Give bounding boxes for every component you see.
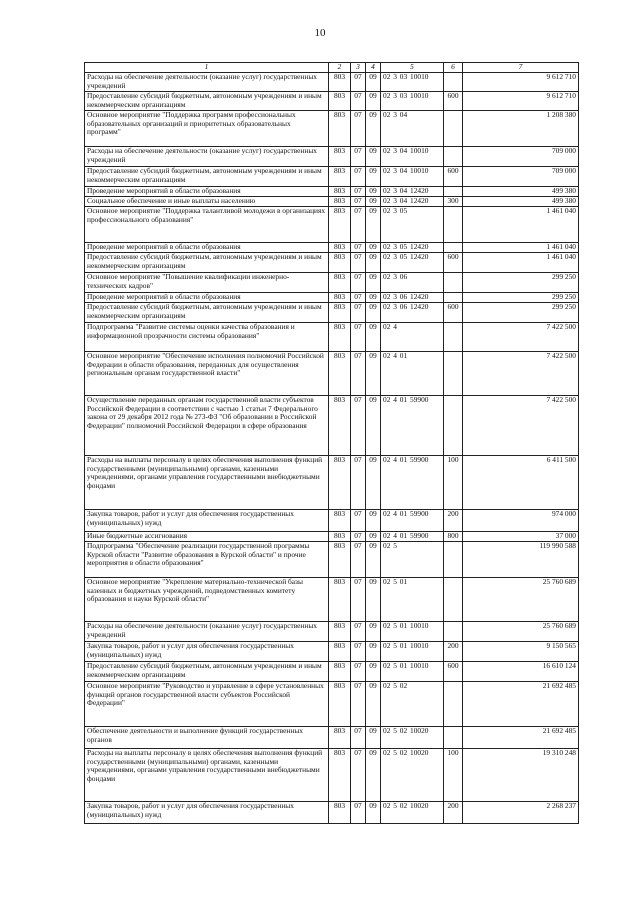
column-header: 7 xyxy=(463,63,579,73)
expense-type-code xyxy=(444,243,463,253)
column-3-code: 07 xyxy=(351,802,366,824)
column-2-code: 803 xyxy=(329,293,351,303)
row-name: Предоставление субсидий бюджетным, автономным учреждениям и иным некоммерческим организациям xyxy=(85,253,329,273)
row-name: Основное мероприятие "Укрепление материально-технической базы казенных и бюджетных учреждений, подведомственных комитету образования и науки Курской области" xyxy=(85,578,329,622)
amount: 9 150 565 xyxy=(463,642,579,662)
column-3-code: 07 xyxy=(351,749,366,802)
table-row xyxy=(85,727,579,749)
classification-code: 02 5 01 xyxy=(381,578,444,622)
page-number: 10 xyxy=(314,27,326,39)
row-name: Проведение мероприятий в области образования xyxy=(85,243,329,253)
classification-code: 02 5 01 10010 xyxy=(381,662,444,682)
column-header: 3 xyxy=(351,63,366,73)
table-row xyxy=(85,92,579,111)
column-2-code: 803 xyxy=(329,642,351,662)
amount: 974 000 xyxy=(463,510,579,532)
amount: 2 268 237 xyxy=(463,802,579,824)
expense-type-code xyxy=(444,273,463,293)
expense-type-code xyxy=(444,396,463,456)
classification-code: 02 4 01 59900 xyxy=(381,456,444,510)
column-3-code: 07 xyxy=(351,352,366,396)
column-2-code: 803 xyxy=(329,802,351,824)
column-4-code: 09 xyxy=(366,542,381,578)
column-3-code: 07 xyxy=(351,207,366,243)
row-name: Основное мероприятие "Поддержка талантливой молодежи в организациях профессионального образования" xyxy=(85,207,329,243)
amount: 299 250 xyxy=(463,293,579,303)
column-3-code: 07 xyxy=(351,293,366,303)
row-name: Подпрограмма "Развитие системы оценки качества образования и информационной прозрачности системы образования" xyxy=(85,323,329,352)
column-header: 6 xyxy=(444,63,463,73)
column-4-code: 09 xyxy=(366,802,381,824)
table-row xyxy=(85,111,579,147)
table-row xyxy=(85,187,579,197)
column-4-code: 09 xyxy=(366,197,381,207)
amount: 1 461 040 xyxy=(463,207,579,243)
table-row xyxy=(85,207,579,243)
classification-code: 02 4 xyxy=(381,323,444,352)
row-name: Расходы на обеспечение деятельности (оказание услуг) государственных учреждений xyxy=(85,622,329,642)
row-name: Предоставление субсидий бюджетным, автономным учреждениям и иным некоммерческим организациям xyxy=(85,303,329,323)
row-name: Закупка товаров, работ и услуг для обеспечения государственных (муниципальных) нужд xyxy=(85,642,329,662)
column-3-code: 07 xyxy=(351,167,366,187)
expense-type-code: 100 xyxy=(444,749,463,802)
table-row xyxy=(85,293,579,303)
row-name: Основное мероприятие "Поддержка программ профессиональных образовательных организаций и приоритетных образовательных программ" xyxy=(85,111,329,147)
classification-code: 02 3 04 12420 xyxy=(381,197,444,207)
amount: 7 422 500 xyxy=(463,323,579,352)
amount: 25 760 689 xyxy=(463,622,579,642)
row-name: Социальное обеспечение и иные выплаты населению xyxy=(85,197,329,207)
table-row xyxy=(85,532,579,542)
amount: 9 612 710 xyxy=(463,92,579,111)
classification-code: 02 5 01 10010 xyxy=(381,642,444,662)
amount: 25 760 689 xyxy=(463,578,579,622)
table-row xyxy=(85,802,579,824)
amount: 37 000 xyxy=(463,532,579,542)
amount: 21 692 485 xyxy=(463,682,579,727)
expense-type-code: 800 xyxy=(444,532,463,542)
column-3-code: 07 xyxy=(351,642,366,662)
column-2-code: 803 xyxy=(329,532,351,542)
classification-code: 02 5 xyxy=(381,542,444,578)
classification-code: 02 4 01 59900 xyxy=(381,532,444,542)
expense-type-code xyxy=(444,111,463,147)
column-4-code: 09 xyxy=(366,396,381,456)
expense-type-code: 100 xyxy=(444,456,463,510)
column-3-code: 07 xyxy=(351,682,366,727)
column-3-code: 07 xyxy=(351,92,366,111)
column-4-code: 09 xyxy=(366,207,381,243)
column-2-code: 803 xyxy=(329,542,351,578)
column-4-code: 09 xyxy=(366,147,381,167)
amount: 16 610 124 xyxy=(463,662,579,682)
expense-type-code xyxy=(444,187,463,197)
column-4-code: 09 xyxy=(366,578,381,622)
expense-type-code: 600 xyxy=(444,253,463,273)
column-3-code: 07 xyxy=(351,456,366,510)
classification-code: 02 3 05 12420 xyxy=(381,243,444,253)
column-3-code: 07 xyxy=(351,73,366,92)
expense-type-code: 200 xyxy=(444,642,463,662)
column-2-code: 803 xyxy=(329,207,351,243)
row-name: Проведение мероприятий в области образования xyxy=(85,187,329,197)
column-4-code: 09 xyxy=(366,352,381,396)
row-name: Обеспечение деятельности и выполнение функций государственных органов xyxy=(85,727,329,749)
classification-code: 02 3 04 10010 xyxy=(381,147,444,167)
column-3-code: 07 xyxy=(351,197,366,207)
expense-type-code xyxy=(444,323,463,352)
table-row xyxy=(85,456,579,510)
row-name: Закупка товаров, работ и услуг для обеспечения государственных (муниципальных) нужд xyxy=(85,802,329,824)
column-4-code: 09 xyxy=(366,662,381,682)
amount: 709 000 xyxy=(463,167,579,187)
table-row xyxy=(85,147,579,167)
amount: 119 990 588 xyxy=(463,542,579,578)
classification-code: 02 4 01 xyxy=(381,352,444,396)
column-3-code: 07 xyxy=(351,147,366,167)
classification-code: 02 5 02 10020 xyxy=(381,727,444,749)
table-row xyxy=(85,396,579,456)
expense-type-code xyxy=(444,293,463,303)
column-2-code: 803 xyxy=(329,167,351,187)
classification-code: 02 3 05 xyxy=(381,207,444,243)
expense-type-code xyxy=(444,542,463,578)
classification-code: 02 3 06 12420 xyxy=(381,293,444,303)
table-row xyxy=(85,273,579,293)
row-name: Проведение мероприятий в области образования xyxy=(85,293,329,303)
column-header: 2 xyxy=(329,63,351,73)
column-4-code: 09 xyxy=(366,273,381,293)
classification-code: 02 3 03 10010 xyxy=(381,73,444,92)
expense-type-code xyxy=(444,727,463,749)
row-name: Основное мероприятие "Обеспечение исполнения полномочий Российской Федерации в области образования, переданных для осуществления региональным органам государственной власти" xyxy=(85,352,329,396)
amount: 6 411 500 xyxy=(463,456,579,510)
column-4-code: 09 xyxy=(366,111,381,147)
column-4-code: 09 xyxy=(366,727,381,749)
amount: 299 250 xyxy=(463,303,579,323)
column-4-code: 09 xyxy=(366,253,381,273)
column-2-code: 803 xyxy=(329,243,351,253)
table-row xyxy=(85,682,579,727)
column-3-code: 07 xyxy=(351,532,366,542)
classification-code: 02 4 01 59900 xyxy=(381,510,444,532)
column-2-code: 803 xyxy=(329,111,351,147)
column-4-code: 09 xyxy=(366,243,381,253)
column-2-code: 803 xyxy=(329,253,351,273)
expense-type-code xyxy=(444,207,463,243)
classification-code: 02 3 06 12420 xyxy=(381,303,444,323)
expense-type-code xyxy=(444,682,463,727)
budget-table xyxy=(84,62,579,824)
column-4-code: 09 xyxy=(366,303,381,323)
column-4-code: 09 xyxy=(366,456,381,510)
column-2-code: 803 xyxy=(329,682,351,727)
table-row xyxy=(85,303,579,323)
column-3-code: 07 xyxy=(351,111,366,147)
table-row xyxy=(85,749,579,802)
column-4-code: 09 xyxy=(366,642,381,662)
column-2-code: 803 xyxy=(329,578,351,622)
column-4-code: 09 xyxy=(366,682,381,727)
column-3-code: 07 xyxy=(351,578,366,622)
amount: 19 310 248 xyxy=(463,749,579,802)
expense-type-code: 600 xyxy=(444,92,463,111)
row-name: Основное мероприятие "Руководство и управление в сфере установленных функций органов государственной власти субъектов Российской Федерации" xyxy=(85,682,329,727)
amount: 499 380 xyxy=(463,197,579,207)
column-3-code: 07 xyxy=(351,622,366,642)
column-2-code: 803 xyxy=(329,352,351,396)
row-name: Расходы на обеспечение деятельности (оказание услуг) государственных учреждений xyxy=(85,73,329,92)
row-name: Осуществление переданных органам государственной власти субъектов Российской Федерации в соответствии с частью 1 статьи 7 Федерального закона от 29 декабря 2012 года № 273-ФЗ "Об образовании в Российской Федерации" полномочий Российской Федерации в сфере образования xyxy=(85,396,329,456)
column-4-code: 09 xyxy=(366,532,381,542)
column-2-code: 803 xyxy=(329,323,351,352)
row-name: Подпрограмма "Обеспечение реализации государственной программы Курской области "Развитие образования в Курской области" и прочие мероприятия в области образования" xyxy=(85,542,329,578)
column-4-code: 09 xyxy=(366,293,381,303)
column-4-code: 09 xyxy=(366,187,381,197)
expense-type-code xyxy=(444,147,463,167)
amount: 1 461 040 xyxy=(463,243,579,253)
column-3-code: 07 xyxy=(351,396,366,456)
column-4-code: 09 xyxy=(366,749,381,802)
amount: 9 612 710 xyxy=(463,73,579,92)
expense-type-code: 600 xyxy=(444,303,463,323)
column-3-code: 07 xyxy=(351,542,366,578)
column-2-code: 803 xyxy=(329,662,351,682)
expense-type-code: 600 xyxy=(444,167,463,187)
expense-type-code xyxy=(444,352,463,396)
column-2-code: 803 xyxy=(329,510,351,532)
amount: 299 250 xyxy=(463,273,579,293)
classification-code: 02 5 02 10020 xyxy=(381,749,444,802)
column-3-code: 07 xyxy=(351,187,366,197)
column-4-code: 09 xyxy=(366,622,381,642)
expense-type-code: 200 xyxy=(444,802,463,824)
column-2-code: 803 xyxy=(329,396,351,456)
column-3-code: 07 xyxy=(351,243,366,253)
expense-type-code xyxy=(444,73,463,92)
expense-type-code: 200 xyxy=(444,510,463,532)
table-row xyxy=(85,542,579,578)
classification-code: 02 5 02 10020 xyxy=(381,802,444,824)
row-name: Предоставление субсидий бюджетным, автономным учреждениям и иным некоммерческим организациям xyxy=(85,92,329,111)
expense-type-code: 600 xyxy=(444,662,463,682)
table-row xyxy=(85,622,579,642)
classification-code: 02 3 04 10010 xyxy=(381,167,444,187)
row-name: Основное мероприятие "Повышение квалификации инженерно-технических кадров" xyxy=(85,273,329,293)
row-name: Предоставление субсидий бюджетным, автономным учреждениям и иным некоммерческим организациям xyxy=(85,662,329,682)
table-row xyxy=(85,578,579,622)
row-name: Расходы на выплаты персоналу в целях обеспечения выполнения функций государственными (муниципальными) органами, казенными учреждениями, органами управления государственными внебюджетными фондами xyxy=(85,749,329,802)
classification-code: 02 3 04 xyxy=(381,111,444,147)
column-header: 5 xyxy=(381,63,444,73)
column-3-code: 07 xyxy=(351,727,366,749)
row-name: Закупка товаров, работ и услуг для обеспечения государственных (муниципальных) нужд xyxy=(85,510,329,532)
column-4-code: 09 xyxy=(366,167,381,187)
table-row xyxy=(85,197,579,207)
table-row xyxy=(85,642,579,662)
column-3-code: 07 xyxy=(351,273,366,293)
row-name: Расходы на выплаты персоналу в целях обеспечения выполнения функций государственными (муниципальными) органами, казенными учреждениями, органами управления государственными внебюджетными фондами xyxy=(85,456,329,510)
amount: 709 000 xyxy=(463,147,579,167)
column-3-code: 07 xyxy=(351,303,366,323)
column-4-code: 09 xyxy=(366,510,381,532)
classification-code: 02 3 04 12420 xyxy=(381,187,444,197)
column-header: 4 xyxy=(366,63,381,73)
row-name: Иные бюджетные ассигнования xyxy=(85,532,329,542)
column-3-code: 07 xyxy=(351,510,366,532)
column-3-code: 07 xyxy=(351,662,366,682)
column-3-code: 07 xyxy=(351,253,366,273)
column-2-code: 803 xyxy=(329,147,351,167)
column-4-code: 09 xyxy=(366,92,381,111)
table-row xyxy=(85,243,579,253)
classification-code: 02 3 05 12420 xyxy=(381,253,444,273)
amount: 21 692 485 xyxy=(463,727,579,749)
row-name: Предоставление субсидий бюджетным, автономным учреждениям и иным некоммерческим организациям xyxy=(85,167,329,187)
table-row xyxy=(85,323,579,352)
amount: 1 461 040 xyxy=(463,253,579,273)
expense-type-code xyxy=(444,578,463,622)
column-2-code: 803 xyxy=(329,303,351,323)
column-4-code: 09 xyxy=(366,73,381,92)
classification-code: 02 3 03 10010 xyxy=(381,92,444,111)
column-2-code: 803 xyxy=(329,727,351,749)
column-2-code: 803 xyxy=(329,92,351,111)
classification-code: 02 3 06 xyxy=(381,273,444,293)
classification-code: 02 4 01 59900 xyxy=(381,396,444,456)
column-4-code: 09 xyxy=(366,323,381,352)
column-2-code: 803 xyxy=(329,749,351,802)
table-row xyxy=(85,253,579,273)
table-row xyxy=(85,352,579,396)
column-3-code: 07 xyxy=(351,323,366,352)
table-row xyxy=(85,73,579,92)
column-2-code: 803 xyxy=(329,456,351,510)
column-2-code: 803 xyxy=(329,73,351,92)
amount: 7 422 500 xyxy=(463,352,579,396)
column-header: 1 xyxy=(85,63,329,73)
classification-code: 02 5 01 10010 xyxy=(381,622,444,642)
row-name: Расходы на обеспечение деятельности (оказание услуг) государственных учреждений xyxy=(85,147,329,167)
amount: 1 208 380 xyxy=(463,111,579,147)
table-row xyxy=(85,510,579,532)
column-2-code: 803 xyxy=(329,197,351,207)
classification-code: 02 5 02 xyxy=(381,682,444,727)
table-row xyxy=(85,662,579,682)
expense-type-code xyxy=(444,622,463,642)
table-row xyxy=(85,167,579,187)
amount: 499 380 xyxy=(463,187,579,197)
column-2-code: 803 xyxy=(329,622,351,642)
table-header-row xyxy=(85,63,579,73)
expense-type-code: 300 xyxy=(444,197,463,207)
amount: 7 422 500 xyxy=(463,396,579,456)
column-2-code: 803 xyxy=(329,273,351,293)
column-2-code: 803 xyxy=(329,187,351,197)
